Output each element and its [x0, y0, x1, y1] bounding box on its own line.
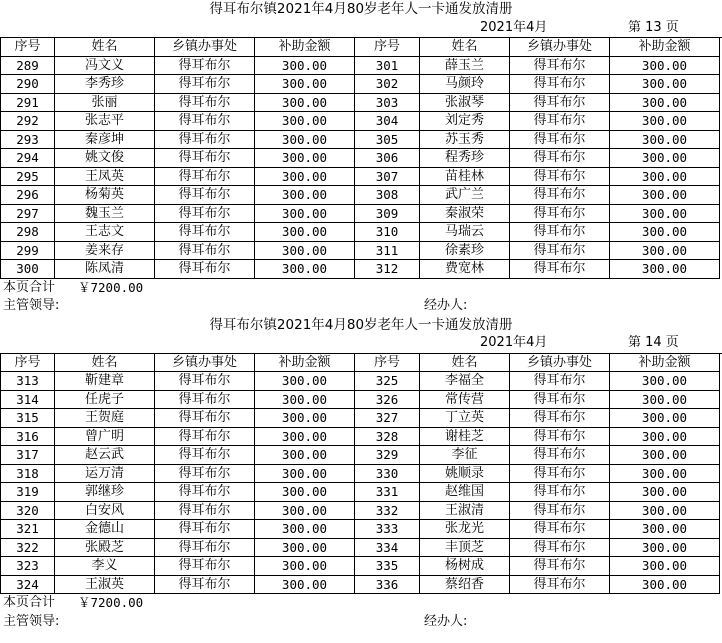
subsidy-amount-cell[interactable]: 300.00 [610, 409, 720, 428]
person-name-cell[interactable]: 白安风 [55, 502, 155, 521]
township-office-cell[interactable]: 得耳布尔 [510, 483, 610, 502]
township-office-cell[interactable]: 得耳布尔 [155, 557, 255, 576]
column-header[interactable]: 序号 [355, 38, 420, 57]
row-number-cell[interactable]: 322 [0, 539, 55, 558]
row-number-cell[interactable]: 332 [355, 502, 420, 521]
row-number-cell[interactable]: 292 [0, 112, 55, 131]
column-header[interactable]: 序号 [0, 354, 55, 373]
person-name-cell[interactable]: 王志文 [55, 223, 155, 242]
year-month: 2021年4月 [480, 19, 548, 35]
page-total-row [0, 279, 722, 298]
person-name-cell[interactable]: 王淑清 [420, 502, 510, 521]
person-name-cell[interactable]: 赵维国 [420, 483, 510, 502]
township-office-cell[interactable]: 得耳布尔 [155, 428, 255, 447]
township-office-cell[interactable]: 得耳布尔 [510, 465, 610, 484]
row-number-cell[interactable]: 298 [0, 223, 55, 242]
subsidy-amount-cell[interactable]: 300.00 [610, 539, 720, 558]
row-number-cell[interactable]: 319 [0, 483, 55, 502]
subsidy-amount-cell[interactable]: 300.00 [610, 428, 720, 447]
row-number-cell[interactable]: 311 [355, 242, 420, 261]
person-name-cell[interactable]: 陈凤清 [55, 260, 155, 279]
title-row [0, 0, 722, 19]
township-office-cell[interactable]: 得耳布尔 [155, 94, 255, 113]
table-row [0, 502, 722, 521]
table-header-row [0, 354, 722, 373]
person-name-cell[interactable]: 张志平 [55, 112, 155, 131]
person-name-cell[interactable]: 李秀珍 [55, 75, 155, 94]
roster-page [0, 316, 722, 632]
table-row [0, 168, 722, 187]
subsidy-amount-cell[interactable]: 300.00 [255, 446, 355, 465]
roster-table [0, 37, 722, 279]
person-name-cell[interactable]: 张龙光 [420, 520, 510, 539]
row-number-cell[interactable]: 326 [355, 391, 420, 410]
township-office-cell[interactable]: 得耳布尔 [155, 465, 255, 484]
roster-page [0, 0, 722, 316]
township-office-cell[interactable]: 得耳布尔 [155, 520, 255, 539]
table-row [0, 465, 722, 484]
person-name-cell[interactable]: 李福全 [420, 372, 510, 391]
township-office-cell[interactable]: 得耳布尔 [155, 205, 255, 224]
signature-row [0, 613, 722, 632]
row-number-cell[interactable]: 308 [355, 186, 420, 205]
subsidy-amount-cell[interactable]: 300.00 [610, 260, 720, 279]
page-total-value[interactable]: ￥7200.00 [78, 279, 144, 295]
person-name-cell[interactable]: 杨菊英 [55, 186, 155, 205]
column-header[interactable]: 序号 [355, 354, 420, 373]
township-office-cell[interactable]: 得耳布尔 [510, 520, 610, 539]
column-header[interactable]: 补助金额 [255, 38, 355, 57]
row-number-cell[interactable]: 307 [355, 168, 420, 187]
township-office-cell[interactable]: 得耳布尔 [510, 539, 610, 558]
table-row [0, 557, 722, 576]
row-number-cell[interactable]: 330 [355, 465, 420, 484]
subsidy-amount-cell[interactable]: 300.00 [255, 131, 355, 150]
table-row [0, 149, 722, 168]
subsidy-amount-cell[interactable]: 300.00 [610, 391, 720, 410]
person-name-cell[interactable]: 费宽林 [420, 260, 510, 279]
subsidy-amount-cell[interactable]: 300.00 [255, 483, 355, 502]
table-row [0, 223, 722, 242]
table-row [0, 260, 722, 279]
township-office-cell[interactable]: 得耳布尔 [155, 483, 255, 502]
township-office-cell[interactable]: 得耳布尔 [510, 409, 610, 428]
person-name-cell[interactable]: 姚顺录 [420, 465, 510, 484]
person-name-cell[interactable]: 张淑琴 [420, 94, 510, 113]
person-name-cell[interactable]: 苗桂林 [420, 168, 510, 187]
row-number-cell[interactable]: 293 [0, 131, 55, 150]
person-name-cell[interactable]: 李义 [55, 557, 155, 576]
subsidy-amount-cell[interactable]: 300.00 [255, 576, 355, 595]
subsidy-amount-cell[interactable]: 300.00 [255, 428, 355, 447]
row-number-cell[interactable]: 328 [355, 428, 420, 447]
row-number-cell[interactable]: 324 [0, 576, 55, 595]
person-name-cell[interactable]: 王凤英 [55, 168, 155, 187]
subsidy-amount-cell[interactable]: 300.00 [610, 520, 720, 539]
row-number-cell[interactable]: 315 [0, 409, 55, 428]
page-total-row [0, 594, 722, 613]
row-number-cell[interactable]: 299 [0, 242, 55, 261]
title-row [0, 316, 722, 335]
subsidy-amount-cell[interactable]: 300.00 [610, 186, 720, 205]
township-office-cell[interactable]: 得耳布尔 [510, 94, 610, 113]
column-header[interactable]: 补助金额 [610, 354, 720, 373]
page-number: 第 14 页 [628, 335, 679, 350]
subsidy-amount-cell[interactable]: 300.00 [610, 576, 720, 595]
table-row [0, 446, 722, 465]
township-office-cell[interactable]: 得耳布尔 [510, 502, 610, 521]
table-row [0, 242, 722, 261]
table-row [0, 131, 722, 150]
subsidy-amount-cell[interactable]: 300.00 [610, 372, 720, 391]
person-name-cell[interactable]: 王淑英 [55, 576, 155, 595]
subsidy-amount-cell[interactable]: 300.00 [610, 242, 720, 261]
person-name-cell[interactable]: 姜来存 [55, 242, 155, 261]
subsidy-amount-cell[interactable]: 300.00 [610, 112, 720, 131]
person-name-cell[interactable]: 杨树成 [420, 557, 510, 576]
subsidy-amount-cell[interactable]: 300.00 [255, 112, 355, 131]
row-number-cell[interactable]: 300 [0, 260, 55, 279]
subsidy-amount-cell[interactable]: 300.00 [255, 242, 355, 261]
row-number-cell[interactable]: 325 [355, 372, 420, 391]
table-header-row [0, 38, 722, 57]
township-office-cell[interactable]: 得耳布尔 [155, 242, 255, 261]
subsidy-amount-cell[interactable]: 300.00 [255, 539, 355, 558]
township-office-cell[interactable]: 得耳布尔 [155, 57, 255, 76]
column-header[interactable]: 序号 [0, 38, 55, 57]
subsidy-amount-cell[interactable]: 300.00 [610, 502, 720, 521]
subsidy-amount-cell[interactable]: 300.00 [255, 168, 355, 187]
row-number-cell[interactable]: 329 [355, 446, 420, 465]
subsidy-amount-cell[interactable]: 300.00 [255, 186, 355, 205]
person-name-cell[interactable]: 常传营 [420, 391, 510, 410]
subsidy-amount-cell[interactable]: 300.00 [255, 502, 355, 521]
township-office-cell[interactable]: 得耳布尔 [155, 168, 255, 187]
township-office-cell[interactable]: 得耳布尔 [510, 260, 610, 279]
row-number-cell[interactable]: 301 [355, 57, 420, 76]
person-name-cell[interactable]: 曾广明 [55, 428, 155, 447]
supervisor-label: 主管领导: [3, 613, 60, 629]
handler-label: 经办人: [424, 613, 468, 629]
row-number-cell[interactable]: 335 [355, 557, 420, 576]
signature-row [0, 297, 722, 316]
person-name-cell[interactable]: 刘定秀 [420, 112, 510, 131]
row-number-cell[interactable]: 303 [355, 94, 420, 113]
row-number-cell[interactable]: 327 [355, 409, 420, 428]
row-number-cell[interactable]: 297 [0, 205, 55, 224]
row-number-cell[interactable]: 316 [0, 428, 55, 447]
township-office-cell[interactable]: 得耳布尔 [510, 149, 610, 168]
person-name-cell[interactable]: 张丽 [55, 94, 155, 113]
row-number-cell[interactable]: 310 [355, 223, 420, 242]
table-row [0, 520, 722, 539]
person-name-cell[interactable]: 武广兰 [420, 186, 510, 205]
column-header[interactable]: 姓名 [55, 354, 155, 373]
table-row [0, 94, 722, 113]
subsidy-amount-cell[interactable]: 300.00 [610, 168, 720, 187]
subsidy-amount-cell[interactable]: 300.00 [610, 465, 720, 484]
person-name-cell[interactable]: 李征 [420, 446, 510, 465]
township-office-cell[interactable]: 得耳布尔 [510, 131, 610, 150]
row-number-cell[interactable]: 333 [355, 520, 420, 539]
township-office-cell[interactable]: 得耳布尔 [155, 576, 255, 595]
township-office-cell[interactable]: 得耳布尔 [155, 372, 255, 391]
row-number-cell[interactable]: 306 [355, 149, 420, 168]
row-number-cell[interactable]: 289 [0, 57, 55, 76]
row-number-cell[interactable]: 336 [355, 576, 420, 595]
subsidy-amount-cell[interactable]: 300.00 [255, 75, 355, 94]
column-header[interactable]: 姓名 [420, 354, 510, 373]
table-row [0, 391, 722, 410]
table-row [0, 409, 722, 428]
table-row [0, 372, 722, 391]
person-name-cell[interactable]: 苏玉秀 [420, 131, 510, 150]
table-row [0, 483, 722, 502]
subsidy-amount-cell[interactable]: 300.00 [255, 223, 355, 242]
township-office-cell[interactable]: 得耳布尔 [510, 446, 610, 465]
table-row [0, 57, 722, 76]
township-office-cell[interactable]: 得耳布尔 [510, 391, 610, 410]
subsidy-amount-cell[interactable]: 300.00 [610, 205, 720, 224]
row-number-cell[interactable]: 323 [0, 557, 55, 576]
person-name-cell[interactable]: 丁立英 [420, 409, 510, 428]
township-office-cell[interactable]: 得耳布尔 [510, 75, 610, 94]
page-total-label: 本页合计 [3, 595, 56, 610]
person-name-cell[interactable]: 任虎子 [55, 391, 155, 410]
row-number-cell[interactable]: 317 [0, 446, 55, 465]
person-name-cell[interactable]: 赵云武 [55, 446, 155, 465]
subsidy-amount-cell[interactable]: 300.00 [610, 223, 720, 242]
person-name-cell[interactable]: 魏玉兰 [55, 205, 155, 224]
row-number-cell[interactable]: 290 [0, 75, 55, 94]
table-row [0, 539, 722, 558]
township-office-cell[interactable]: 得耳布尔 [510, 428, 610, 447]
township-office-cell[interactable]: 得耳布尔 [510, 576, 610, 595]
person-name-cell[interactable]: 蔡绍香 [420, 576, 510, 595]
subsidy-amount-cell[interactable]: 300.00 [255, 94, 355, 113]
person-name-cell[interactable]: 薛玉兰 [420, 57, 510, 76]
column-header[interactable]: 姓名 [55, 38, 155, 57]
date-page-row [0, 19, 722, 38]
township-office-cell[interactable]: 得耳布尔 [155, 186, 255, 205]
township-office-cell[interactable]: 得耳布尔 [155, 409, 255, 428]
row-number-cell[interactable]: 304 [355, 112, 420, 131]
table-row [0, 186, 722, 205]
person-name-cell[interactable]: 靳建章 [55, 372, 155, 391]
year-month: 2021年4月 [480, 335, 548, 350]
supervisor-label: 主管领导: [3, 298, 60, 313]
person-name-cell[interactable]: 谢桂芝 [420, 428, 510, 447]
page-title: 得耳布尔镇2021年4月80岁老年人一卡通发放清册 [209, 316, 513, 333]
township-office-cell[interactable]: 得耳布尔 [155, 391, 255, 410]
column-header[interactable]: 补助金额 [610, 38, 720, 57]
subsidy-amount-cell[interactable]: 300.00 [255, 409, 355, 428]
page-title: 得耳布尔镇2021年4月80岁老年人一卡通发放清册 [209, 1, 513, 17]
subsidy-amount-cell[interactable]: 300.00 [255, 260, 355, 279]
subsidy-amount-cell[interactable]: 300.00 [610, 149, 720, 168]
subsidy-amount-cell[interactable]: 300.00 [255, 372, 355, 391]
township-office-cell[interactable]: 得耳布尔 [155, 539, 255, 558]
row-number-cell[interactable]: 295 [0, 168, 55, 187]
township-office-cell[interactable]: 得耳布尔 [155, 446, 255, 465]
person-name-cell[interactable]: 金德山 [55, 520, 155, 539]
table-row [0, 75, 722, 94]
page-number: 第 13 页 [628, 19, 679, 35]
township-office-cell[interactable]: 得耳布尔 [510, 557, 610, 576]
township-office-cell[interactable]: 得耳布尔 [155, 502, 255, 521]
roster-table [0, 353, 722, 595]
row-number-cell[interactable]: 312 [355, 260, 420, 279]
subsidy-amount-cell[interactable]: 300.00 [255, 465, 355, 484]
person-name-cell[interactable]: 郭继珍 [55, 483, 155, 502]
row-number-cell[interactable]: 318 [0, 465, 55, 484]
row-number-cell[interactable]: 296 [0, 186, 55, 205]
township-office-cell[interactable]: 得耳布尔 [510, 186, 610, 205]
person-name-cell[interactable]: 徐素珍 [420, 242, 510, 261]
row-number-cell[interactable]: 320 [0, 502, 55, 521]
person-name-cell[interactable]: 冯文义 [55, 57, 155, 76]
township-office-cell[interactable]: 得耳布尔 [510, 223, 610, 242]
person-name-cell[interactable]: 秦淑荣 [420, 205, 510, 224]
row-number-cell[interactable]: 313 [0, 372, 55, 391]
person-name-cell[interactable]: 秦彦坤 [55, 131, 155, 150]
subsidy-amount-cell[interactable]: 300.00 [255, 57, 355, 76]
person-name-cell[interactable]: 丰顶芝 [420, 539, 510, 558]
column-header[interactable]: 姓名 [420, 38, 510, 57]
subsidy-amount-cell[interactable]: 300.00 [610, 131, 720, 150]
township-office-cell[interactable]: 得耳布尔 [155, 149, 255, 168]
person-name-cell[interactable]: 马颜玲 [420, 75, 510, 94]
person-name-cell[interactable]: 马瑞云 [420, 223, 510, 242]
township-office-cell[interactable]: 得耳布尔 [510, 372, 610, 391]
page-total-label: 本页合计 [3, 279, 56, 295]
person-name-cell[interactable]: 运万清 [55, 465, 155, 484]
table-row [0, 112, 722, 131]
table-row [0, 205, 722, 224]
row-number-cell[interactable]: 331 [355, 483, 420, 502]
subsidy-amount-cell[interactable]: 300.00 [610, 557, 720, 576]
row-number-cell[interactable]: 309 [355, 205, 420, 224]
row-number-cell[interactable]: 291 [0, 94, 55, 113]
township-office-cell[interactable]: 得耳布尔 [155, 260, 255, 279]
subsidy-amount-cell[interactable]: 300.00 [610, 446, 720, 465]
township-office-cell[interactable]: 得耳布尔 [510, 242, 610, 261]
township-office-cell[interactable]: 得耳布尔 [510, 112, 610, 131]
township-office-cell[interactable]: 得耳布尔 [155, 131, 255, 150]
row-number-cell[interactable]: 305 [355, 131, 420, 150]
subsidy-amount-cell[interactable]: 300.00 [610, 75, 720, 94]
person-name-cell[interactable]: 程秀珍 [420, 149, 510, 168]
subsidy-amount-cell[interactable]: 300.00 [610, 94, 720, 113]
row-number-cell[interactable]: 294 [0, 149, 55, 168]
page-total-value[interactable]: ￥7200.00 [78, 595, 144, 610]
person-name-cell[interactable]: 王贺庭 [55, 409, 155, 428]
township-office-cell[interactable]: 得耳布尔 [155, 75, 255, 94]
handler-label: 经办人: [424, 298, 468, 313]
subsidy-amount-cell[interactable]: 300.00 [255, 557, 355, 576]
row-number-cell[interactable]: 321 [0, 520, 55, 539]
row-number-cell[interactable]: 314 [0, 391, 55, 410]
column-header[interactable]: 乡镇办事处 [155, 354, 255, 373]
column-header[interactable]: 补助金额 [255, 354, 355, 373]
table-row [0, 428, 722, 447]
subsidy-amount-cell[interactable]: 300.00 [610, 57, 720, 76]
person-name-cell[interactable]: 张殿芝 [55, 539, 155, 558]
township-office-cell[interactable]: 得耳布尔 [510, 57, 610, 76]
date-page-row [0, 334, 722, 353]
township-office-cell[interactable]: 得耳布尔 [510, 168, 610, 187]
township-office-cell[interactable]: 得耳布尔 [155, 112, 255, 131]
column-header[interactable]: 乡镇办事处 [510, 38, 610, 57]
column-header[interactable]: 乡镇办事处 [510, 354, 610, 373]
subsidy-amount-cell[interactable]: 300.00 [255, 205, 355, 224]
row-number-cell[interactable]: 302 [355, 75, 420, 94]
person-name-cell[interactable]: 姚文俊 [55, 149, 155, 168]
subsidy-amount-cell[interactable]: 300.00 [255, 149, 355, 168]
township-office-cell[interactable]: 得耳布尔 [510, 205, 610, 224]
subsidy-amount-cell[interactable]: 300.00 [610, 483, 720, 502]
subsidy-amount-cell[interactable]: 300.00 [255, 391, 355, 410]
column-header[interactable]: 乡镇办事处 [155, 38, 255, 57]
row-number-cell[interactable]: 334 [355, 539, 420, 558]
table-row [0, 576, 722, 595]
township-office-cell[interactable]: 得耳布尔 [155, 223, 255, 242]
subsidy-amount-cell[interactable]: 300.00 [255, 520, 355, 539]
